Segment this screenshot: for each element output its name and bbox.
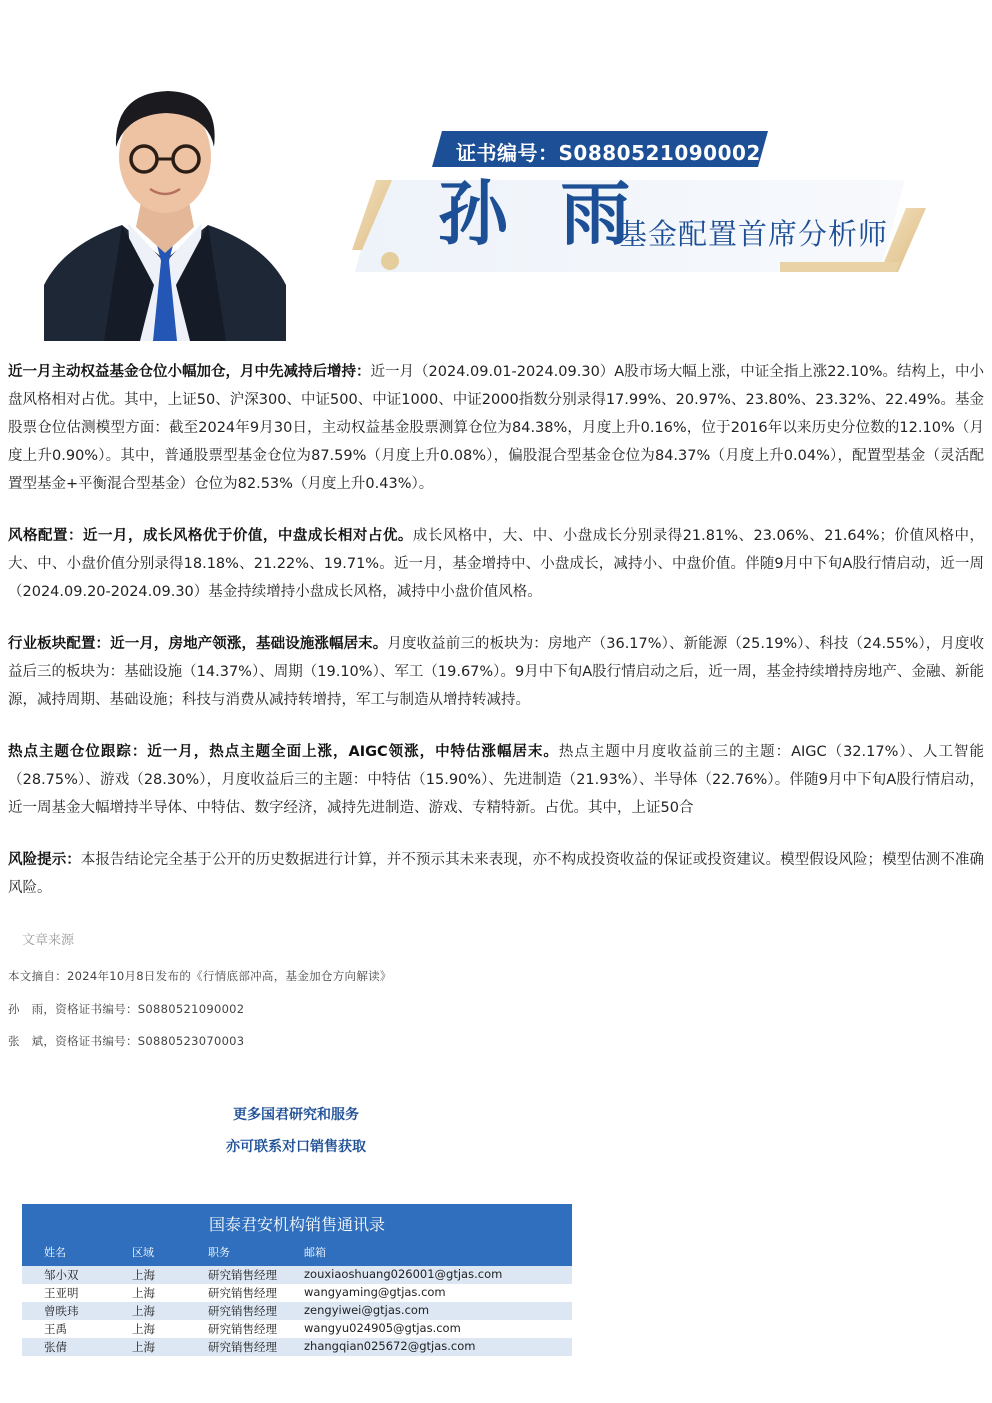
analyst-title: 基金配置首席分析师 xyxy=(618,217,889,251)
contact-position: 研究销售经理 xyxy=(208,1286,277,1300)
analyst-portrait xyxy=(44,85,286,341)
paragraph-style xyxy=(8,522,984,606)
contact-name: 张倩 xyxy=(44,1340,67,1354)
contact-name: 王亚明 xyxy=(44,1286,79,1300)
certificate-number: 证书编号：S0880521090002 xyxy=(456,141,761,165)
paragraph-text: 近一月（2024.09.01-2024.09.30）A股市场大幅上涨，中证全指上涨22.10%。结构上，中小盘风格相对占优。其中，上证50、沪深300、中证500、中证1000、中证2000指数分别录得17.99%、20.97%、23.80%、23.32%、22.49%。基金股票仓位估测模型方面：截至2024年9月30日，主动权益基金股票测算仓位为84.38%，月度上升0.16%，位于2016年以来历史分位数的12.10%（月度上升0.90%）。其中，普通股票型基金仓位为87.59%（月度上升0.08%），偏股混合型基金仓位为84.37%（月度上升0.04%），配置型基金（灵活配置型基金+平衡混合型基金）仓位为82.53%（月度上升0.43%）。 xyxy=(8,364,985,492)
contact-email[interactable]: wangyaming@gtjas.com xyxy=(304,1285,446,1299)
analyst-name: 孙 雨 xyxy=(438,172,645,255)
contact-sales-link[interactable]: 亦可联系对口销售获取 xyxy=(226,1139,366,1155)
paragraph-text: 本报告结论完全基于公开的历史数据进行计算，并不预示其未来表现，亦不构成投资收益的保证或投资建议。模型假设风险；模型估测不准确风险。 xyxy=(8,852,984,896)
paragraph-risk xyxy=(8,846,984,902)
contact-email[interactable]: zengyiwei@gtjas.com xyxy=(304,1303,430,1317)
paragraph-position xyxy=(8,358,984,498)
contact-position: 研究销售经理 xyxy=(208,1304,277,1318)
table-row xyxy=(22,1302,572,1320)
header-banner xyxy=(0,0,992,345)
source-author-1: 孙 雨，资格证书编号：S0880521090002 xyxy=(8,1002,245,1016)
paragraph-heading: 风险提示： xyxy=(8,852,81,868)
column-header-position: 职务 xyxy=(208,1246,230,1259)
contact-email[interactable]: wangyu024905@gtjas.com xyxy=(304,1321,461,1335)
paragraph-heading: 热点主题仓位跟踪：近一月，热点主题全面上涨，AIGC领涨，中特估涨幅居末。 xyxy=(8,744,559,760)
source-label: 文章来源 xyxy=(22,933,75,948)
contact-name: 曾昳玮 xyxy=(44,1304,79,1318)
column-header-region: 区域 xyxy=(132,1246,154,1259)
table-row xyxy=(22,1320,572,1338)
paragraph-heading: 近一月主动权益基金仓位小幅加仓，月中先减持后增持： xyxy=(8,364,371,380)
table-body xyxy=(22,1266,572,1356)
table-row xyxy=(22,1284,572,1302)
column-header-name: 姓名 xyxy=(44,1246,66,1259)
paragraph-heading: 风格配置：近一月，成长风格优于价值，中盘成长相对占优。 xyxy=(8,528,413,544)
paragraph-text: 月度收益前三的板块为：房地产（36.17%）、新能源（25.19%）、科技（24.55%），月度收益后三的板块为：基础设施（14.37%）、周期（19.10%）、军工（19.67%）。9月中下旬A股行情启动之后，近一周，基金持续增持房地产、金融、新能源，减持周期、基础设施；科技与消费从减持转增持，军工与制造从增持转减持。 xyxy=(8,636,984,708)
more-research-link[interactable]: 更多国君研究和服务 xyxy=(233,1107,359,1123)
contact-email[interactable]: zouxiaoshuang026001@gtjas.com xyxy=(304,1267,503,1281)
table-header xyxy=(22,1204,572,1266)
source-excerpt: 本文摘自：2024年10月8日发布的《行情底部冲高，基金加仓方向解读》 xyxy=(8,969,392,983)
sales-contact-table xyxy=(22,1204,572,1354)
paragraph-industry xyxy=(8,630,984,714)
table-title: 国泰君安机构销售通讯录 xyxy=(208,1215,385,1234)
paragraph-text: 热点主题中月度收益前三的主题：AIGC（32.17%）、人工智能（28.75%）、游戏（28.30%），月度收益后三的主题：中特估（15.90%）、先进制造（21.93%）、半导体（22.76%）。伴随9月中下旬A股行情启动，近一周基金大幅增持半导体、中特估、数字经济，减持先进制造、游戏、专精特新。占优。其中，上证50合 xyxy=(8,744,984,816)
column-header-email: 邮箱 xyxy=(304,1246,326,1259)
contact-region: 上海 xyxy=(132,1322,155,1336)
table-column-headers xyxy=(22,1244,572,1266)
report-summary xyxy=(8,358,984,926)
contact-position: 研究销售经理 xyxy=(208,1340,277,1354)
contact-name: 王禹 xyxy=(44,1322,67,1336)
contact-name: 邹小双 xyxy=(44,1268,79,1282)
table-row xyxy=(22,1338,572,1356)
table-row xyxy=(22,1266,572,1284)
contact-region: 上海 xyxy=(132,1286,155,1300)
contact-position: 研究销售经理 xyxy=(208,1322,277,1336)
paragraph-themes xyxy=(8,738,984,822)
contact-position: 研究销售经理 xyxy=(208,1268,277,1282)
paragraph-text: 成长风格中，大、中、小盘成长分别录得21.81%、23.06%、21.64%；价值风格中，大、中、小盘价值分别录得18.18%、21.22%、19.71%。近一月，基金增持中、小盘成长，减持小、中盘价值。伴随9月中下旬A股行情启动，近一周（2024.09.20-2024.09.30）基金持续增持小盘成长风格，减持中小盘价值风格。 xyxy=(8,528,984,600)
paragraph-heading: 行业板块配置：近一月，房地产领涨，基础设施涨幅居末。 xyxy=(8,636,388,652)
source-author-2: 张 斌，资格证书编号：S0880523070003 xyxy=(8,1034,245,1048)
contact-region: 上海 xyxy=(132,1304,155,1318)
contact-region: 上海 xyxy=(132,1268,155,1282)
contact-email[interactable]: zhangqian025672@gtjas.com xyxy=(304,1339,476,1353)
contact-region: 上海 xyxy=(132,1340,155,1354)
